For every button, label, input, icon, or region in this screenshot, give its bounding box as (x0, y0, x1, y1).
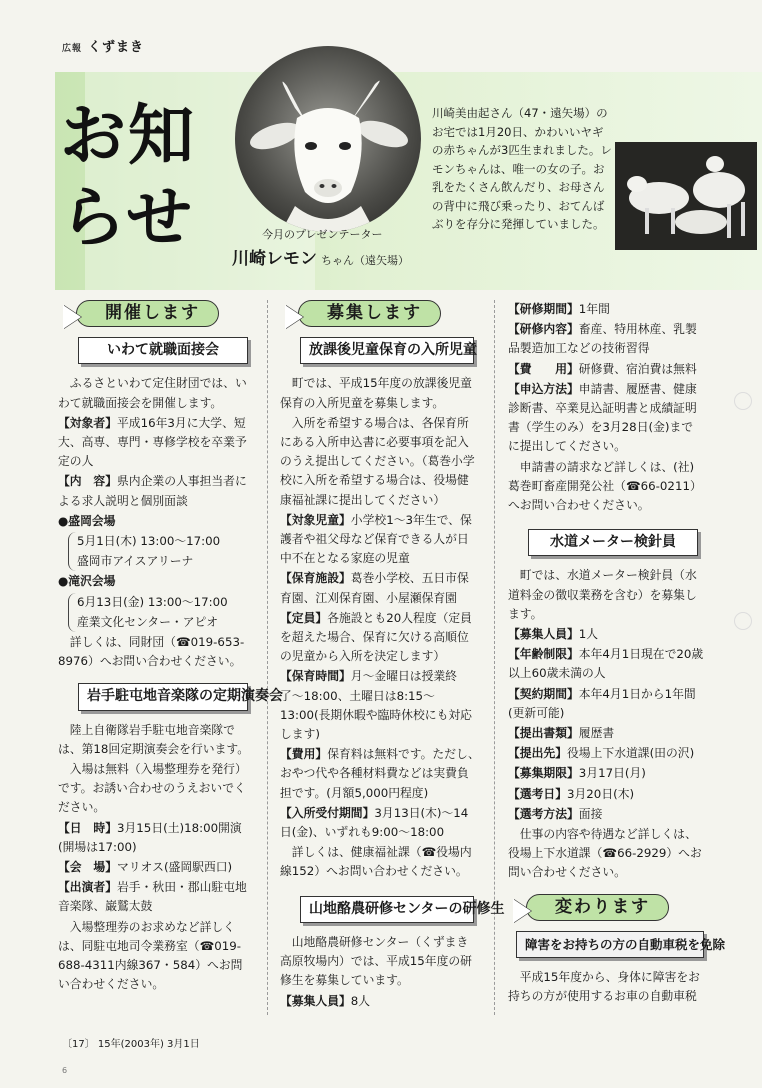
meter-submit-to: 【提出先】役場上下水道課(田の沢) (508, 746, 695, 761)
concert-ticket: 入場は無料（入場整理券を発行）です。お誘い合わせのうえおいでください。 (58, 762, 247, 815)
afterschool-period: 【入所受付期間】3月13日(木)〜14日(金)、いずれも9:00〜18:00 (280, 805, 469, 840)
concert-performers: 【出演者】岩手・秋田・郡山駐屯地音楽隊、巌鷲太鼓 (58, 880, 247, 914)
section-title-concert: 岩手駐屯地音楽隊の定期演奏会 (78, 683, 248, 710)
venue-morioka-date: 5月1日(木) 13:00〜17:00 (77, 534, 221, 549)
column-2 (280, 300, 505, 1012)
punch-hole-top (734, 392, 752, 410)
section-title-trainee: 山地酪農研修センターの研修生 (300, 896, 474, 923)
section-title-job-fair: いわて就職面接会 (78, 337, 248, 364)
category-change: 変わります (526, 894, 669, 921)
page-title-line2: らせ (60, 179, 195, 256)
meter-exam-day: 【選考日】3月20日(木) (508, 786, 635, 801)
car-tax-lead: 平成15年度から、身体に障害をお持ちの方が使用するお車の自動車税 (508, 970, 700, 1004)
meter-docs: 【提出書類】履歴書 (508, 726, 615, 741)
section-title-car-tax: 障害をお持ちの方の自動車税を免除 (516, 931, 704, 958)
venue-morioka-label: ●盛岡会場 (58, 513, 116, 528)
job-fair-lead: ふるさといわて定住財団では、いわて就職面接会を開催します。 (58, 376, 247, 410)
meter-age: 【年齢制限】本年4月1日現在で20歳以上60歳未満の人 (508, 647, 704, 681)
goat-photo-graphic (615, 142, 757, 250)
presenter-name-text: 川崎レモン (232, 249, 317, 269)
trainee-period: 【研修期間】1年間 (508, 302, 610, 316)
category-recruit: 募集します (298, 300, 441, 327)
masthead-name: くずまき (88, 40, 145, 55)
meter-lead: 町では、水道メーター検針員（水道料金の徴収業務を含む）を募集します。 (508, 568, 697, 621)
meter-contact: 仕事の内容や待遇など詳しくは、役場上下水道課（☎66-2929）へお問い合わせください。 (508, 827, 702, 880)
afterschool-lead: 町では、平成15年度の放課後児童保育の入所児童を募集します。 (280, 376, 472, 410)
column-divider-1 (267, 300, 268, 1015)
presenter-label: 今月のプレゼンテーター (262, 228, 383, 241)
concert-date: 【日 時】3月15日(土)18:00開演(開場は17:00) (58, 820, 242, 854)
column-3 (508, 300, 726, 1008)
concert-lead: 陸上自衛隊岩手駐屯地音楽隊では、第18回定期演奏会を行います。 (58, 722, 250, 756)
presenter-name (232, 244, 409, 269)
concert-contact: 入場整理券のお求めなど詳しくは、同駐屯地司令業務室（☎019-688-4311内線367・584）へお問い合わせください。 (58, 919, 243, 992)
presenter-suffix: ちゃん（遠矢場） (321, 254, 409, 267)
section-title-afterschool: 放課後児童保育の入所児童 (300, 337, 474, 364)
afterschool-target: 【対象児童】小学校1〜3年生で、保護者や祖父母など保育できる人が日中不在となる家庭の児童 (280, 512, 472, 566)
punch-hole-bottom (734, 612, 752, 630)
afterschool-facility: 【保育施設】葛巻小学校、五日市保育園、江刈保育園、小屋瀬保育園 (280, 571, 469, 605)
venue-takizawa-label: ●滝沢会場 (58, 574, 116, 589)
afterschool-capacity: 【定員】各施設とも20人程度（定員を超えた場合、保育に欠ける高順位の児童から入所を決定します） (280, 610, 472, 664)
afterschool-contact: 詳しくは、健康福祉課（☎役場内線152）へお問い合わせください。 (280, 845, 472, 879)
intro-text: 川崎美由起さん（47・遠矢場）のお宅では1月20日、かわいいヤギの赤ちゃんが3匹生まれました。レモンちゃんは、唯一の女の子。お乳をたくさん飲んだり、お母さんの背中に飛び乗ったり、おてんばぶりを存分に発揮していました。 (432, 106, 612, 231)
meter-deadline: 【募集期限】3月17日(月) (508, 766, 646, 781)
venue-morioka-place: 盛岡市アイスアリーナ (77, 554, 194, 569)
venue-takizawa-date: 6月13日(金) 13:00〜17:00 (77, 594, 228, 609)
job-fair-content: 【内 容】県内企業の人事担当者による求人説明と個別面談 (58, 474, 247, 508)
page-title-line1: お知 (60, 97, 196, 174)
meter-number: 【募集人員】1人 (508, 627, 599, 642)
venue-takizawa-detail (68, 593, 254, 632)
trainee-contact: 申請書の請求など詳しくは、(社)葛巻町畜産開発公社（☎66-0211）へお問い合わせください。 (508, 459, 702, 513)
job-fair-contact: 詳しくは、同財団（☎019-653-8976）へお問い合わせください。 (58, 635, 245, 669)
venue-takizawa-place: 産業文化センター・アピオ (77, 614, 219, 629)
afterschool-hours: 【保育時間】月〜金曜日は授業終了〜18:00、土曜日は8:15〜13:00(長期休暇や臨時休校にも対応します) (280, 669, 472, 742)
trainee-apply: 【申込方法】申請書、履歴書、健康診断書、卒業見込証明書と成績証明書（学生のみ）を3月28日(金)までに提出してください。 (508, 381, 697, 454)
concert-venue: 【会 場】マリオス(盛岡駅西口) (58, 860, 233, 875)
meter-exam-method: 【選考方法】面接 (508, 806, 603, 821)
venue-morioka-detail (68, 532, 254, 571)
goat-portrait (235, 46, 421, 232)
afterschool-apply: 入所を希望する場合は、各保育所にある入所申込書に必要事項を記入のうえ提出してください。（葛巻小学校に入所を希望する場合は、役場健康福祉課に提出してください） (280, 415, 475, 507)
page-footer: 〔17〕 15年(2003年) 3月1日 (62, 1039, 200, 1050)
section-title-meter: 水道メーター検針員 (528, 529, 698, 556)
masthead-prefix: 広報 (62, 44, 83, 54)
presenter-caption (232, 226, 409, 269)
job-fair-target: 【対象者】平成16年3月に大学、短大、高専、専門・専修学校を卒業予定の人 (58, 415, 247, 469)
goat-photo (615, 142, 757, 250)
goat-portrait-graphic (235, 46, 421, 232)
page-mark: 6 (62, 1066, 68, 1075)
masthead (62, 36, 144, 55)
page-title (60, 95, 235, 259)
column-1 (58, 300, 283, 996)
trainee-lead: 山地酪農研修センター（くずまき高原牧場内）では、平成15年度の研修生を募集しています。 (280, 934, 472, 988)
trainee-number: 【募集人員】8人 (280, 993, 371, 1008)
trainee-content: 【研修内容】畜産、特用林産、乳製品製造加工などの技術習得 (508, 322, 697, 356)
category-open: 開催します (76, 300, 219, 327)
meter-term: 【契約期間】本年4月1日から1年間(更新可能) (508, 686, 696, 720)
afterschool-fee: 【費用】保育料は無料です。ただし、おやつ代や各種材料費などは実費負担です。(月額5,000円程度) (280, 747, 480, 800)
trainee-cost: 【費 用】研修費、宿泊費は無料 (508, 361, 697, 376)
